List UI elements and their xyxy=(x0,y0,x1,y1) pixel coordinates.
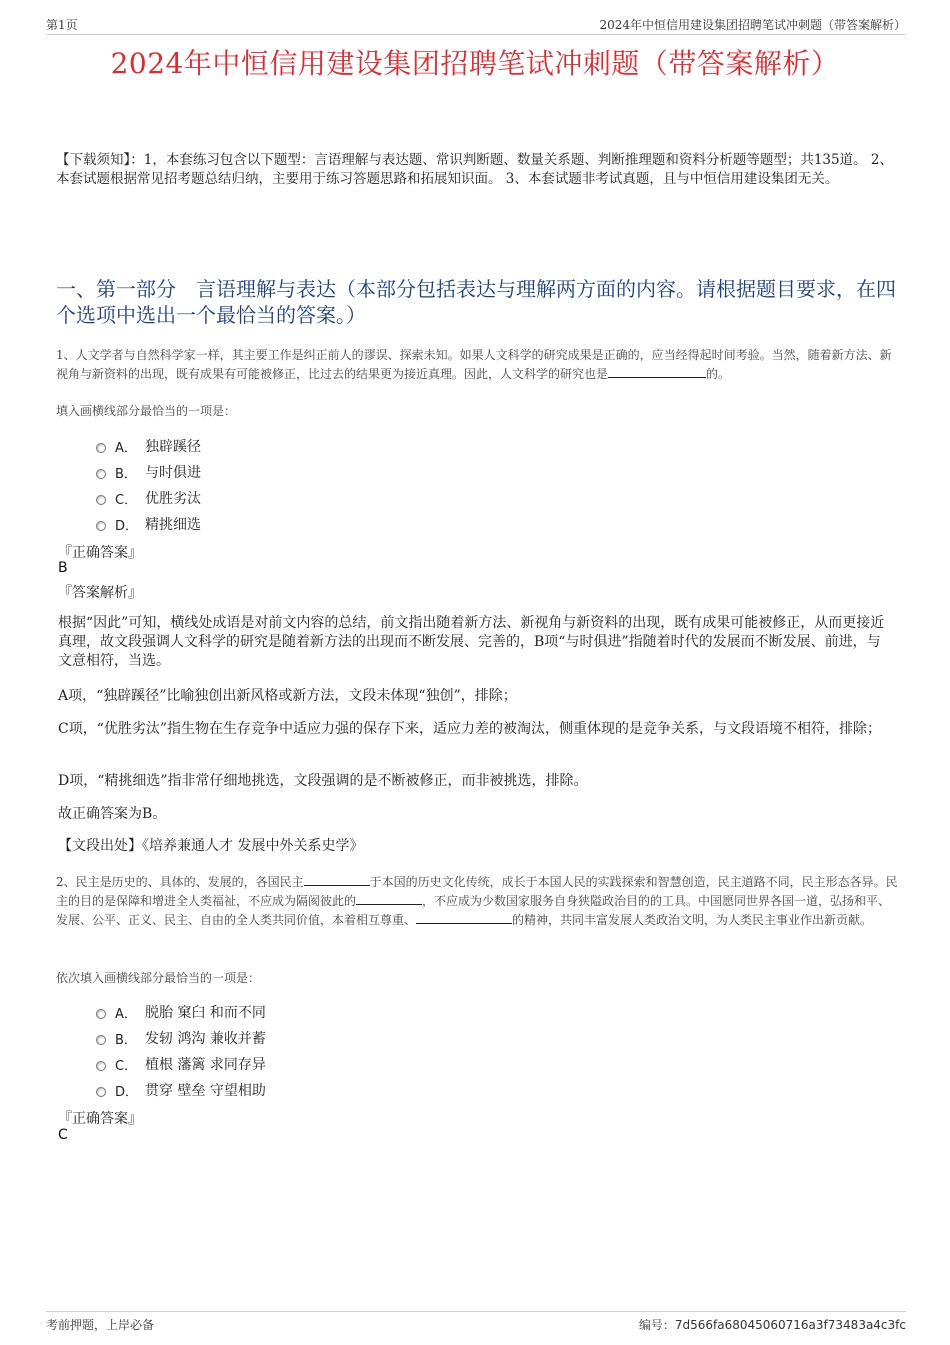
question-2-text: 2、民主是历史的、具体的、发展的，各国民主 于本国的历史文化传统，成长于本国人民的实践探索和智慧创造，民主道路不同，民主形态各异。民主的目的是保障和增进全人类福祉，不应成为隔阂彼此的 ，不应成为少数国家服务自身狭隘政治目的的工具。中国愿同世界各国一道，弘扬和平、发展、公平、正义、民主、自由的全人类共同价值，本着相互尊重、 的精神，共同丰富发展人类政治文明，为人类民主事业作出新贡献。 xyxy=(56,875,898,927)
radio-icon[interactable] xyxy=(96,521,106,531)
option-c[interactable]: C． 优胜劣汰 xyxy=(96,485,201,511)
text-source: 【文段出处】《培养兼通人才 发展中外关系史学》 xyxy=(58,838,364,854)
answer-blank xyxy=(304,873,370,886)
radio-icon[interactable] xyxy=(96,1009,106,1019)
radio-icon[interactable] xyxy=(96,495,106,505)
analysis-label: 『答案解析』 xyxy=(58,585,142,601)
option-b[interactable]: B． 发轫 鸿沟 兼收并蓄 xyxy=(96,1025,266,1051)
analysis-paragraph: C项，“优胜劣汰”指生物在生存竞争中适应力强的保存下来，适应力差的被淘汰，侧重体现的是竞争关系，与文段语境不相符，排除； xyxy=(58,721,882,737)
correct-answer: C xyxy=(58,1127,68,1143)
question-1-text: 1、人文学者与自然科学家一样，其主要工作是纠正前人的谬误、探索未知。如果人文科学的研究成果是正确的，应当经得起时间考验。当然，随着新方法、新视角与新资料的出现，既有成果有可能被修正，比过去的结果更为接近真理。因此，人文科学的研究也是 的。 xyxy=(56,348,892,381)
analysis-paragraph: D项，“精挑细选”指非常仔细地挑选，文段强调的是不断被修正，而非被挑选，排除。 xyxy=(58,773,588,789)
option-d[interactable]: D． 贯穿 壁垒 守望相助 xyxy=(96,1077,266,1103)
radio-icon[interactable] xyxy=(96,469,106,479)
radio-icon[interactable] xyxy=(96,443,106,453)
radio-icon[interactable] xyxy=(96,1087,106,1097)
question-1-prompt: 填入画横线部分最恰当的一项是： xyxy=(56,404,237,418)
page-header xyxy=(46,14,906,35)
option-a[interactable]: A． 脱胎 窠臼 和而不同 xyxy=(96,999,266,1025)
option-d[interactable]: D． 精挑细选 xyxy=(96,511,201,537)
page-number: 第1页 xyxy=(46,18,78,32)
page-title: 2024年中恒信用建设集团招聘笔试冲刺题（带答案解析） xyxy=(110,47,840,80)
radio-icon[interactable] xyxy=(96,1061,106,1071)
question-2-options xyxy=(96,999,266,1103)
header-doc-title: 2024年中恒信用建设集团招聘笔试冲刺题（带答案解析） xyxy=(599,18,906,32)
answer-blank xyxy=(416,911,512,924)
correct-answer: B xyxy=(58,560,68,576)
correct-answer-label: 『正确答案』 xyxy=(58,545,142,561)
option-b[interactable]: B． 与时俱进 xyxy=(96,459,201,485)
section-title: 一、第一部分 言语理解与表达（本部分包括表达与理解两方面的内容。请根据题目要求，在四个选项中选出一个最恰当的答案。） xyxy=(56,277,896,327)
question-1-options xyxy=(96,433,201,537)
radio-icon[interactable] xyxy=(96,1035,106,1045)
question-2-prompt: 依次填入画横线部分最恰当的一项是： xyxy=(56,971,261,985)
page-footer xyxy=(46,1311,906,1336)
analysis-conclusion: 故正确答案为B。 xyxy=(58,806,167,822)
answer-blank xyxy=(356,892,422,905)
answer-blank xyxy=(608,365,706,378)
option-c[interactable]: C． 植根 藩篱 求同存异 xyxy=(96,1051,266,1077)
option-a[interactable]: A． 独辟蹊径 xyxy=(96,433,201,459)
analysis-paragraph: A项，“独辟蹊径”比喻独创出新风格或新方法，文段未体现“独创”，排除； xyxy=(58,688,517,704)
footer-slogan: 考前押题，上岸必备 xyxy=(46,1318,155,1332)
footer-doc-id: 编号：7d566fa68045060716a3f73483a4c3fc xyxy=(638,1318,906,1332)
analysis-paragraph: 根据“因此”可知，横线处成语是对前文内容的总结，前文指出随着新方法、新视角与新资料的出现，既有成果可能被修正，从而更接近真理，故文段强调人文科学的研究是随着新方法的出现而不断发展、完善的，B项“与时俱进”指随着时代的发展而不断发展、前进，与文意相符，当选。 xyxy=(58,615,885,669)
correct-answer-label: 『正确答案』 xyxy=(58,1111,142,1127)
download-notice: 【下载须知】：1，本套练习包含以下题型：言语理解与表达题、常识判断题、数量关系题、判断推理题和资料分析题等题型；共135道。 2、本套试题根据常见招考题总结归纳，主要用于练习答题思路和拓展知识面。 3、本套试题非考试真题，且与中恒信用建设集团无关。 xyxy=(56,152,893,187)
